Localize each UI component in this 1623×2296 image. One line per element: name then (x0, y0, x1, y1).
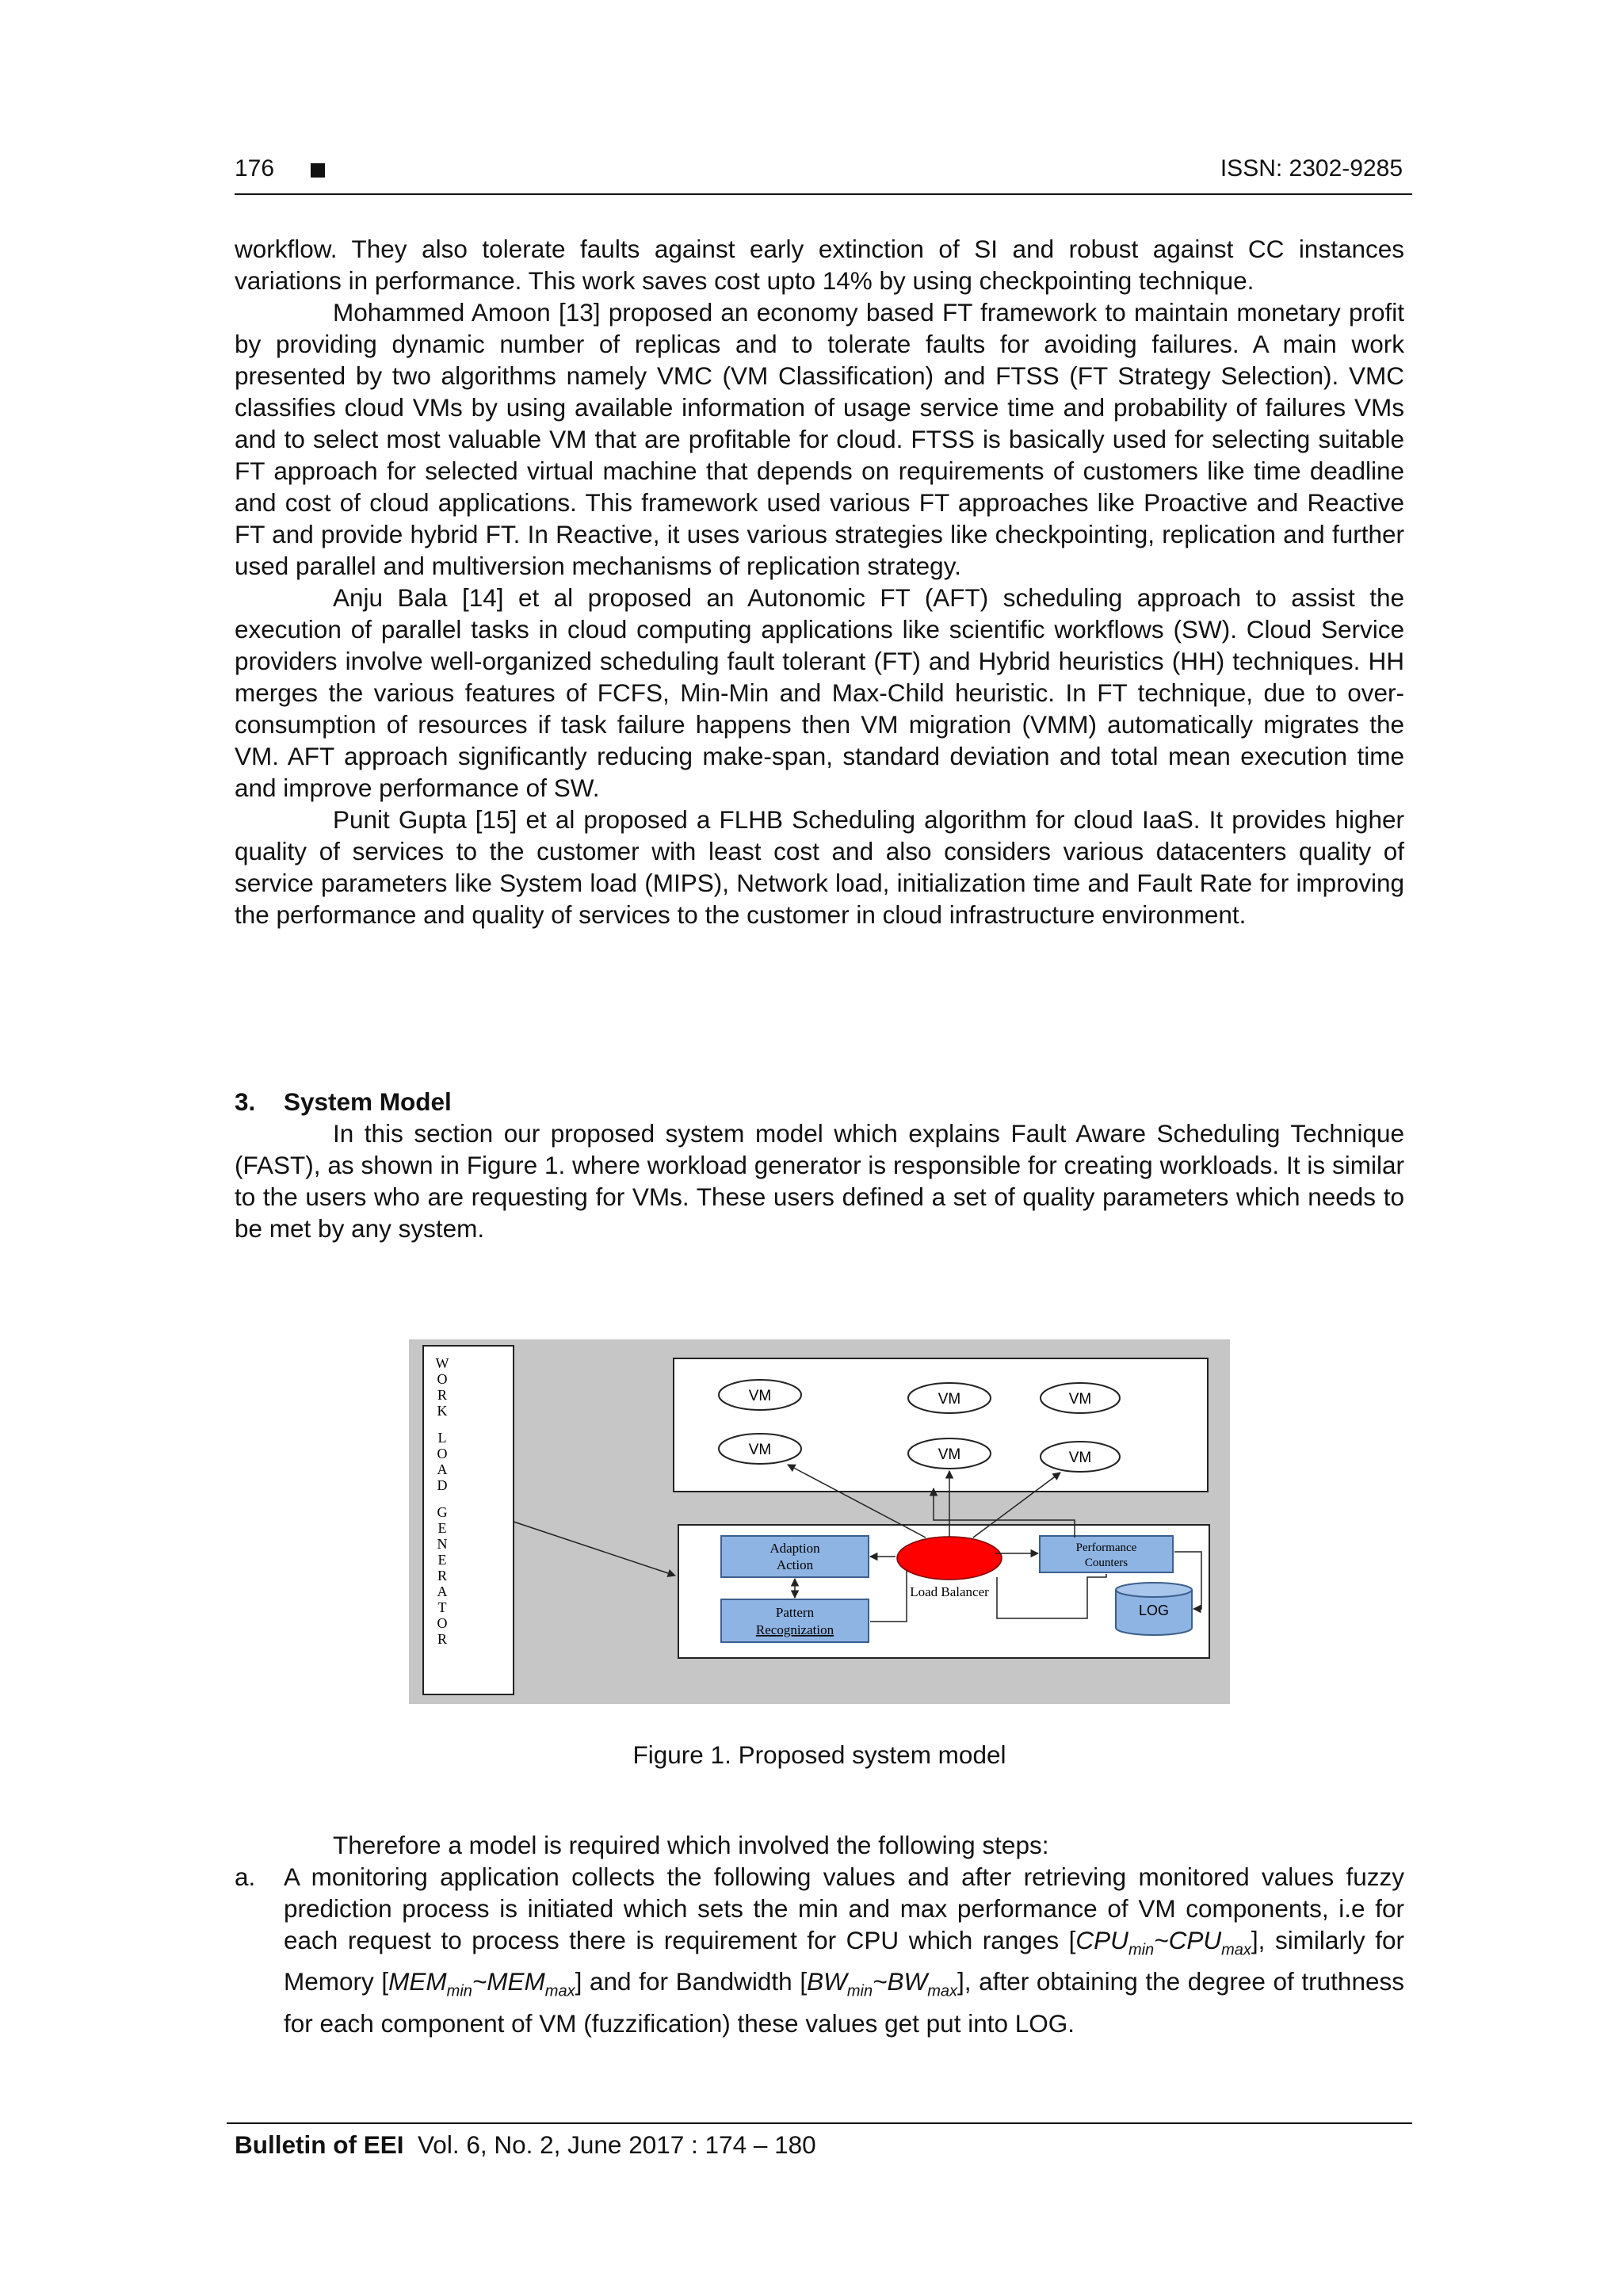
pattern-label-2: Recognization (755, 1622, 834, 1637)
perf-label-2: Counters (1084, 1557, 1128, 1569)
generator-letter: E (437, 1520, 447, 1536)
vm-1 (719, 1380, 801, 1410)
paragraph-amoon: Mohammed Amoon [13] proposed an economy based FT framework to maintain monetary profit by providing dynamic number of replicas and to tolerate faults for avoiding failures. A main work presented by two algorithms namely VMC (VM Classification) and FTSS (FT Strategy Selection). VMC classifies cloud VMs by using available information of usage service time and probability of failures VMs and to select most valuable VM that are profitable for cloud. FTSS is basically used for selecting suitable FT approach for selected virtual machine that depends on requirements of customers like time deadline and cost of cloud applications. This framework used various FT approaches like Proactive and Reactive FT and provide hybrid FT. In Reactive, it uses various strategies like checkpointing, replication and further used parallel and multiversion mechanisms of replication strategy. (235, 298, 1404, 580)
figure-system-model (409, 1339, 1230, 1704)
paragraph-workflow: workflow. They also tolerate faults against early extinction of SI and robust against CC instances variations in performance. This work saves cost upto 14% by using checkpointing technique. (235, 235, 1404, 295)
page-footer (235, 2130, 816, 2160)
generator-letter: A (437, 1461, 448, 1477)
generator-letter: K (437, 1403, 448, 1419)
vm-6 (1041, 1442, 1120, 1472)
adaption-label-2: Action (776, 1557, 814, 1572)
load-balancer-node (897, 1537, 1002, 1580)
journal-name: Bulletin of EEI (235, 2130, 404, 2159)
generator-letter: O (437, 1446, 448, 1461)
paragraph-system-model: In this section our proposed system model which explains Fault Aware Scheduling Technique (FAST), as shown in Figure 1. where workload generator is responsible for creating workloads. It is similar to the users who are requesting for VMs. These users defined a set of quality parameters which needs to be met by any system. (235, 1119, 1404, 1243)
list-item-label: a. (235, 1862, 256, 1891)
figure-caption: Figure 1. Proposed system model (632, 1740, 1006, 1769)
section-steps (235, 1829, 1404, 2039)
generator-letter: O (437, 1371, 448, 1387)
vm-3 (1041, 1383, 1120, 1413)
adaption-label-1: Adaption (769, 1541, 820, 1556)
header-square-icon (311, 163, 325, 178)
page-number: 176 (235, 155, 275, 181)
list-item (235, 1861, 1404, 2039)
perf-label-1: Performance (1075, 1541, 1137, 1554)
log-label: LOG (1138, 1603, 1170, 1618)
vm-4 (719, 1434, 801, 1464)
vm-1-label: VM (748, 1388, 772, 1404)
section-heading (235, 1086, 1404, 1117)
load-balancer-label: Load Balancer (910, 1584, 989, 1599)
vm-2-label: VM (938, 1391, 961, 1408)
generator-letter: E (437, 1552, 447, 1568)
vm-4-label: VM (748, 1442, 772, 1458)
list-item-text: A monitoring application collects the following values and after retrieving monitored values fuzzy prediction process is initiated which sets the min and max performance of VM components, i.e for each request to process there is requirement for CPU which ranges $[CPU_{min}\sim CPU_{max}]$, similarly for Memory $[MEM_{min}\sim MEM_{max}]$ and for Bandwidth $[BW_{min}\sim BW_{max}]$, after obtaining the degree of truthness for each component of VM (fuzzification) these values get put into LOG. (284, 1862, 1404, 2038)
generator-letter: R (437, 1631, 448, 1647)
paragraph-gupta: Punit Gupta [15] et al proposed a FLHB Scheduling algorithm for cloud IaaS. It provides higher quality of services to the customer with least cost and also considers various datacenters quality of service parameters like System load (MIPS), Network load, initialization time and Fault Rate for improving the performance and quality of services to the customer in cloud infrastructure environment. (235, 805, 1404, 929)
generator-letter: D (437, 1477, 448, 1493)
journal-details: Vol. 6, No. 2, June 2017 : 174 – 180 (418, 2130, 816, 2159)
pattern-label-1: Pattern (775, 1605, 815, 1620)
header-rule (235, 193, 1412, 195)
section-system-model (235, 1086, 1404, 1244)
generator-letter: R (437, 1568, 448, 1584)
generator-letter: L (437, 1430, 447, 1446)
generator-letter: R (437, 1387, 448, 1403)
page-header (235, 155, 1411, 192)
generator-letter: A (437, 1584, 448, 1599)
vm-6-label: VM (1068, 1450, 1092, 1466)
vm-5 (908, 1438, 991, 1469)
generator-letter: T (437, 1599, 447, 1615)
section-title: System Model (284, 1087, 452, 1116)
vm-pool-box (674, 1358, 1208, 1492)
footer-rule (227, 2122, 1412, 2124)
vm-3-label: VM (1068, 1391, 1092, 1408)
body-top (235, 233, 1404, 930)
log-cylinder (1116, 1583, 1192, 1635)
generator-letter: W (435, 1355, 449, 1371)
vm-2 (908, 1383, 991, 1413)
steps-intro: Therefore a model is required which involved the following steps: (333, 1831, 1049, 1859)
generator-letter: N (437, 1536, 448, 1552)
paragraph-bala: Anju Bala [14] et al proposed an Autonomic FT (AFT) scheduling approach to assist the execution of parallel tasks in cloud computing applications like scientific workflows (SW). Cloud Service providers involve well-organized scheduling fault tolerant (FT) and Hybrid heuristics (HH) techniques. HH merges the various features of FCFS, Min-Min and Max-Child heuristic. In FT technique, due to over-consumption of resources if task failure happens then VM migration (VMM) automatically migrates the VM. AFT approach significantly reducing make-span, standard deviation and total mean execution time and improve performance of SW. (235, 583, 1404, 802)
generator-letter: G (437, 1504, 448, 1520)
issn: ISSN: 2302-9285 (1220, 155, 1403, 181)
section-number: 3. (235, 1087, 256, 1116)
system-model-diagram (409, 1339, 1230, 1704)
vm-5-label: VM (938, 1446, 961, 1463)
generator-letter: O (437, 1615, 448, 1631)
